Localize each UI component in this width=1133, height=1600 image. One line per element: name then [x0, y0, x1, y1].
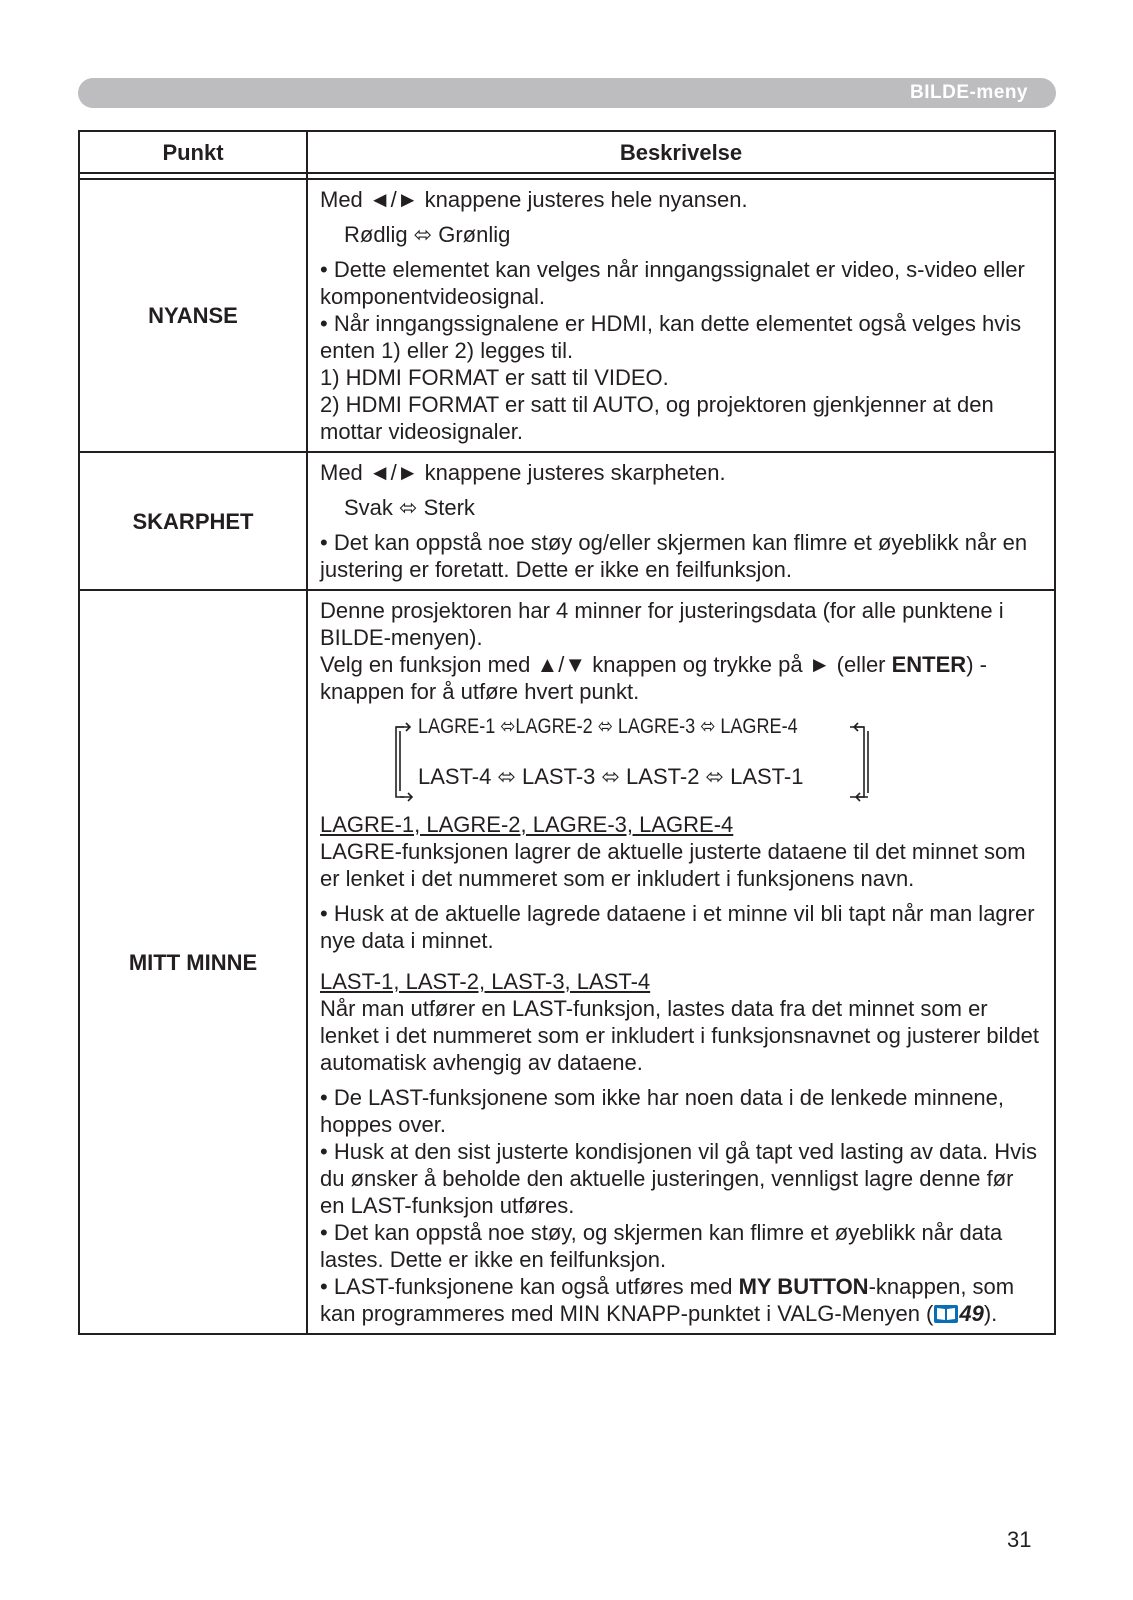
column-header-description: Beskrivelse: [307, 131, 1055, 173]
text-line: 2) HDMI FORMAT er satt til AUTO, og projektoren gjenkjenner at den mottar videosignaler.: [320, 392, 994, 444]
my-button-label: MY BUTTON: [738, 1274, 869, 1299]
item-nyanse: NYANSE: [79, 179, 307, 452]
adjust-range: Svak ⬄ Sterk: [344, 495, 475, 520]
enter-key-label: ENTER: [891, 652, 967, 677]
subheading-lagre: LAGRE-1, LAGRE-2, LAGRE-3, LAGRE-4: [320, 812, 734, 837]
column-header-item: Punkt: [79, 131, 307, 173]
text-line: Med ◄/► knappene justeres skarpheten.: [320, 460, 726, 485]
text-span: ).: [983, 1301, 998, 1326]
book-icon: [933, 1304, 959, 1324]
note-bullet: • Når inngangssignalene er HDMI, kan dette elementet også velges hvis enten 1) eller 2) legges til.: [320, 311, 1022, 363]
text-line: Denne prosjektoren har 4 minner for justeringsdata (for alle punktene i BILDE-menyen).: [320, 598, 1004, 650]
text-line: LAGRE-funksjonen lagrer de aktuelle justerte dataene til det minnet som er lenket i det nummeret som er inkludert i funksjonens navn.: [320, 839, 1026, 891]
text-span: -knappen, som kan programmeres med MIN KNAPP-punktet i VALG-Menyen (: [320, 1274, 1015, 1326]
note-bullet: • Husk at de aktuelle lagrede dataene i et minne vil bli tapt når man lagrer nye data i minnet.: [320, 901, 1035, 953]
table-row-nyanse: [79, 179, 1055, 452]
diagram-lagre-row: LAGRE-1 ⬄LAGRE-2 ⬄ LAGRE-3 ⬄ LAGRE-4: [418, 715, 798, 738]
note-bullet: [320, 1273, 1042, 1327]
text-line: 1) HDMI FORMAT er satt til VIDEO.: [320, 365, 669, 390]
header-bar: [78, 78, 1056, 108]
table-header-row: [79, 131, 1055, 173]
note-bullet: • De LAST-funksjonene som ikke har noen data i de lenkede minnene, hoppes over.: [320, 1085, 1005, 1137]
text-line: [320, 651, 1042, 705]
adjust-range: Rødlig ⬄ Grønlig: [344, 222, 511, 247]
text-span: • LAST-funksjonene kan også utføres med: [320, 1274, 739, 1299]
memory-cycle-diagram: [320, 713, 1042, 807]
text-line: Når man utfører en LAST-funksjon, lastes data fra det minnet som er lenket i det nummeret som er inkludert i funksjonsnavnet og justerer bildet automatisk avhengig av dataene.: [320, 996, 1040, 1075]
desc-skarphet: [307, 452, 1055, 590]
text-span: Velg en funksjon med ▲/▼ knappen og trykke på ► (eller: [320, 652, 892, 677]
note-bullet: • Husk at den sist justerte kondisjonen vil gå tapt ved lasting av data. Hvis du ønsker å beholde den aktuelle justeringen, vennligst lagre denne før en LAST-funksjon utføres.: [320, 1139, 1037, 1218]
item-mitt-minne: MITT MINNE: [79, 590, 307, 1334]
note-bullet: • Det kan oppstå noe støy og/eller skjermen kan flimre et øyeblikk når en justering er foretatt. Dette er ikke en feilfunksjon.: [320, 530, 1028, 582]
item-skarphet: SKARPHET: [79, 452, 307, 590]
table-row-mitt-minne: [79, 590, 1055, 1334]
subheading-last: LAST-1, LAST-2, LAST-3, LAST-4: [320, 969, 651, 994]
note-bullet: • Dette elementet kan velges når inngangssignalet er video, s-video eller komponentvideosignal.: [320, 257, 1025, 309]
desc-nyanse: [307, 179, 1055, 452]
text-span: ) -knappen for å utføre hvert punkt.: [320, 652, 987, 704]
page-reference: 49: [959, 1301, 984, 1326]
desc-mitt-minne: [307, 590, 1055, 1334]
section-title: BILDE-meny: [910, 82, 1028, 103]
note-bullet: • Det kan oppstå noe støy, og skjermen kan flimre et øyeblikk når data lastes. Dette er ikke en feilfunksjon.: [320, 1220, 1003, 1272]
text-line: Med ◄/► knappene justeres hele nyansen.: [320, 187, 748, 212]
table-row-skarphet: [79, 452, 1055, 590]
menu-table: [78, 130, 1056, 1335]
diagram-last-row: LAST-4 ⬄ LAST-3 ⬄ LAST-2 ⬄ LAST-1: [418, 764, 804, 789]
page-number: 31: [1007, 1527, 1032, 1552]
